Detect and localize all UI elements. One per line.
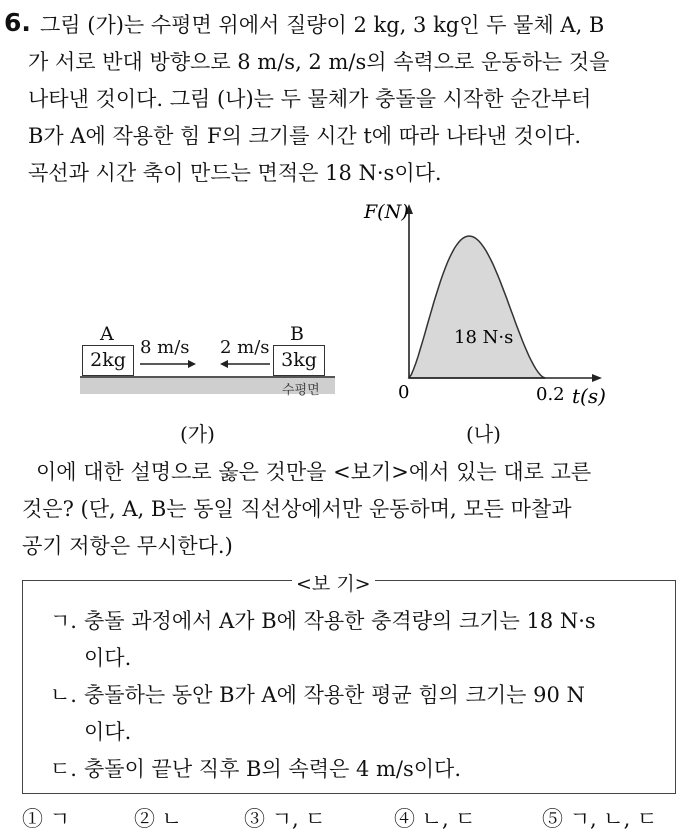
bogi-item-text: 이다.: [84, 720, 132, 744]
choice-2[interactable]: ② ㄴ: [134, 807, 182, 831]
bogi-title: <보 기>: [292, 569, 375, 596]
bogi-item-text: 이다.: [84, 646, 132, 670]
choice-1[interactable]: ① ㄱ: [22, 807, 70, 831]
bogi-item-text: 충돌이 끝난 직후 B의 속력은 4 m/s이다.: [84, 757, 462, 781]
arrow-left-icon: [220, 360, 270, 368]
label-a: A: [100, 323, 114, 345]
x-tick-label: 0.2: [536, 384, 565, 405]
impulse-area: [409, 236, 545, 378]
origin-label: 0: [398, 382, 410, 403]
surface-label: 수평면: [282, 383, 320, 398]
force-time-chart: [358, 200, 608, 415]
velocity-a: 8 m/s: [140, 337, 190, 358]
area-label: 18 N·s: [454, 327, 514, 348]
arrow-right-icon: [140, 360, 196, 368]
bogi-item-text: 충돌 과정에서 A가 B에 작용한 충격량의 크기는 18 N·s: [84, 609, 596, 633]
label-b: B: [290, 323, 304, 345]
choice-5[interactable]: ⑤ ㄱ, ㄴ, ㄷ: [542, 807, 658, 831]
y-axis-label: F(N): [364, 201, 409, 223]
question-line: 가 서로 반대 방향으로 8 m/s, 2 m/s의 속력으로 운동하는 것을: [28, 50, 610, 74]
question-number: 6.: [4, 8, 31, 37]
caption-na: (나): [466, 422, 501, 446]
mass-b: 3kg: [281, 349, 317, 371]
question-line: 곡선과 시간 축이 만드는 면적은 18 N·s이다.: [28, 161, 442, 185]
question-line: 나타낸 것이다. 그림 (나)는 두 물체가 충돌을 시작한 순간부터: [28, 87, 592, 111]
bogi-item-marker: ㄴ.: [50, 683, 77, 707]
question-line: B가 A에 작용한 힘 F의 크기를 시간 t에 따라 나타낸 것이다.: [28, 124, 582, 148]
choice-4[interactable]: ④ ㄴ, ㄷ: [394, 807, 476, 831]
caption-ga: (가): [180, 422, 215, 446]
x-axis-label: t(s): [572, 384, 606, 408]
bogi-item-marker: ㄷ.: [50, 757, 77, 781]
figure-collision-setup: [70, 315, 340, 410]
mass-a: 2kg: [90, 349, 126, 371]
velocity-b: 2 m/s: [220, 337, 270, 358]
prompt-line: 공기 저항은 무시한다.): [22, 534, 233, 558]
bogi-item-text: 충돌하는 동안 B가 A에 작용한 평균 힘의 크기는 90 N: [84, 683, 585, 707]
prompt-line: 것은? (단, A, B는 동일 직선상에서만 운동하며, 모든 마찰과: [22, 497, 572, 521]
x-axis-arrow-icon: [592, 374, 602, 382]
choice-3[interactable]: ③ ㄱ, ㄷ: [244, 807, 326, 831]
prompt-line: 이에 대한 설명으로 옳은 것만을 <보기>에서 있는 대로 고른: [36, 460, 592, 484]
question-line: 그림 (가)는 수평면 위에서 질량이 2 kg, 3 kg인 두 물체 A, B: [40, 13, 605, 37]
bogi-item-marker: ㄱ.: [50, 609, 77, 633]
